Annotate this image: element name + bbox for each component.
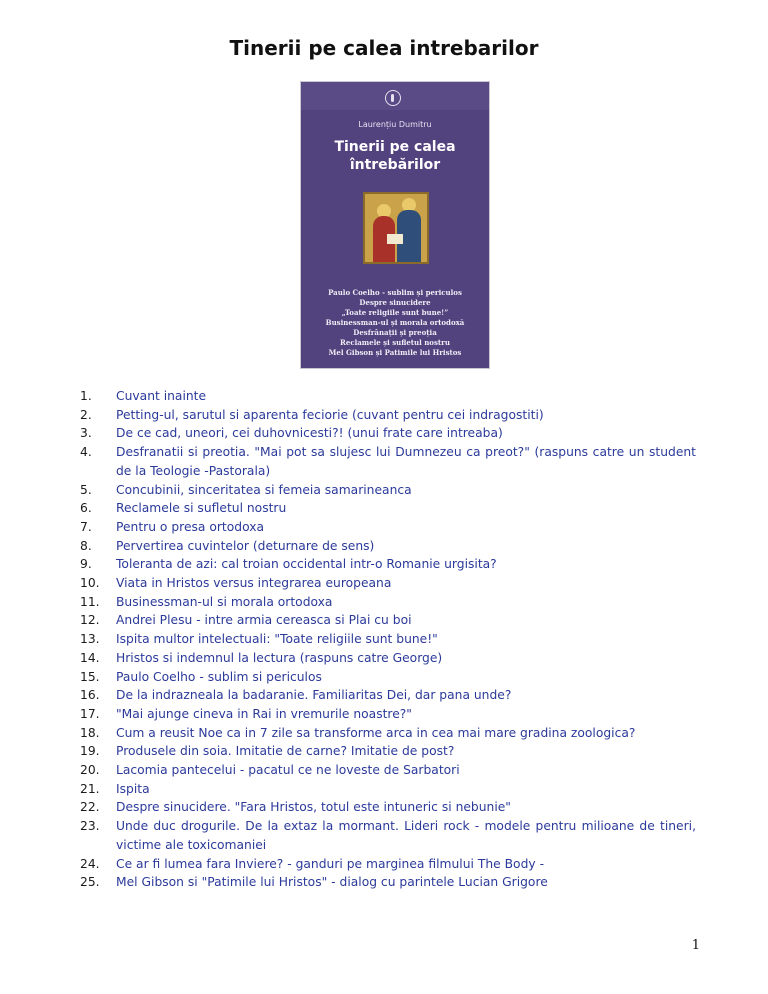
toc-item [80,630,696,649]
cover-contents [301,288,489,358]
toc-number: 12. [80,613,100,628]
toc-link[interactable]: Pentru o presa ortodoxa [116,519,265,534]
cover-contents-line: Desfrânații și preoția [353,328,437,337]
toc-item [80,387,696,406]
toc-item [80,518,696,537]
toc-item [80,780,696,799]
toc-link[interactable]: Toleranta de azi: cal troian occidental intr-o Romanie urgisita? [116,557,497,572]
toc-item [80,686,696,705]
toc-number: 2. [80,407,92,422]
toc-link[interactable]: Concubinii, sinceritatea si femeia samarineanca [116,482,412,497]
cover-contents-line: „Toate religiile sunt bune!” [341,308,449,317]
toc-link[interactable]: Cuvant inainte [116,389,207,403]
toc-item [80,724,696,743]
toc-link[interactable]: Andrei Plesu - intre armia cereasca si Plai cu boi [116,613,412,628]
toc-link[interactable]: Lacomia pantecelui - pacatul ce ne loveste de Sarbatori [116,763,460,778]
toc-number: 17. [80,706,100,721]
religious-icon-illustration [363,192,429,264]
toc-item [80,406,696,425]
toc-link[interactable]: Petting-ul, sarutul si aparenta feciorie (cuvant pentru cei indragostiti) [116,407,544,422]
toc-item [80,611,696,630]
toc-number: 24. [80,856,100,871]
toc-item [80,593,696,612]
toc-number: 8. [80,538,92,553]
toc-link[interactable]: Unde duc drogurile. De la extaz la mormant. Lideri rock - modele pentru milioane de tineri, victime ale toxicomaniei [116,819,696,852]
cover-contents-line: Reclamele și sufletul nostru [340,338,450,347]
publisher-emblem-icon [385,90,401,106]
toc-item [80,873,696,892]
toc-number: 15. [80,669,100,684]
toc-link[interactable]: Reclamele si sufletul nostru [116,501,287,516]
toc-item [80,705,696,724]
toc-item [80,742,696,761]
toc-link[interactable]: Mel Gibson si "Patimile lui Hristos" - dialog cu parintele Lucian Grigore [116,875,548,890]
cover-contents-line: Despre sinucidere [359,298,431,307]
toc-item [80,555,696,574]
toc-number: 7. [80,519,92,534]
toc-number: 1. [80,389,92,403]
toc-number: 13. [80,632,100,647]
toc-link[interactable]: Hristos si indemnul la lectura (raspuns catre George) [116,650,443,665]
toc-number: 20. [80,763,100,778]
page-title: Tinerii pe calea intrebarilor [229,36,539,60]
cover-contents-line: Businessman-ul și morala ortodoxă [325,318,465,327]
toc-link[interactable]: Ce ar fi lumea fara Inviere? - ganduri pe marginea filmului The Body - [116,856,545,871]
toc-number: 19. [80,744,100,759]
toc-number: 11. [80,594,100,609]
cover-title-line: Tinerii pe calea [334,139,456,155]
toc-number: 5. [80,482,92,497]
toc-number: 14. [80,650,100,665]
toc-link[interactable]: De ce cad, uneori, cei duhovnicesti?! (unui frate care intreaba) [116,426,503,441]
book-cover-image [301,82,489,368]
toc-item [80,537,696,556]
cover-title [301,138,489,174]
toc-link[interactable]: "Mai ajunge cineva in Rai in vremurile noastre?" [116,706,412,721]
toc-item [80,499,696,518]
toc-link[interactable]: Viata in Hristos versus integrarea europeana [116,576,392,591]
toc-link[interactable]: Cum a reusit Noe ca in 7 zile sa transforme arca in cea mai mare gradina zoologica? [116,725,636,740]
toc-item [80,855,696,874]
cover-contents-line: Mel Gibson și Patimile lui Hristos [328,348,462,357]
toc-item [80,424,696,443]
toc-number: 18. [80,725,100,740]
cover-author: Laurențiu Dumitru [358,120,432,129]
page-number: 1 [691,938,700,953]
cover-title-line: întrebărilor [349,157,441,173]
toc-link[interactable]: Businessman-ul si morala ortodoxa [116,594,333,609]
toc-item [80,817,696,854]
toc-link[interactable]: Despre sinucidere. "Fara Hristos, totul este intuneric si nebunie" [116,800,511,815]
toc-number: 4. [80,445,92,460]
toc-number: 23. [80,819,100,834]
toc-item [80,649,696,668]
toc-link[interactable]: Paulo Coelho - sublim si periculos [116,669,322,684]
toc-link[interactable]: Ispita [116,781,150,796]
toc-item [80,574,696,593]
toc-number: 9. [80,557,92,572]
toc-number: 16. [80,688,100,703]
table-of-contents [80,387,696,892]
toc-item [80,668,696,687]
toc-number: 22. [80,800,100,815]
toc-link[interactable]: Ispita multor intelectuali: "Toate religiile sunt bune!" [116,632,438,647]
toc-number: 21. [80,781,100,796]
toc-item [80,481,696,500]
toc-link[interactable]: Produsele din soia. Imitatie de carne? Imitatie de post? [116,744,455,759]
toc-link[interactable]: Desfranatii si preotia. "Mai pot sa slujesc lui Dumnezeu ca preot?" (raspuns catre un student de la Teologie -Pastorala) [116,445,696,478]
toc-item [80,761,696,780]
toc-number: 25. [80,875,100,890]
cover-contents-line: Paulo Coelho - sublim și periculos [328,288,462,297]
toc-item [80,443,696,480]
toc-item [80,798,696,817]
toc-number: 3. [80,426,92,441]
toc-number: 10. [80,576,100,591]
toc-number: 6. [80,501,92,516]
toc-link[interactable]: Pervertirea cuvintelor (deturnare de sens) [116,538,375,553]
toc-link[interactable]: De la indrazneala la badaranie. Familiaritas Dei, dar pana unde? [116,688,512,703]
